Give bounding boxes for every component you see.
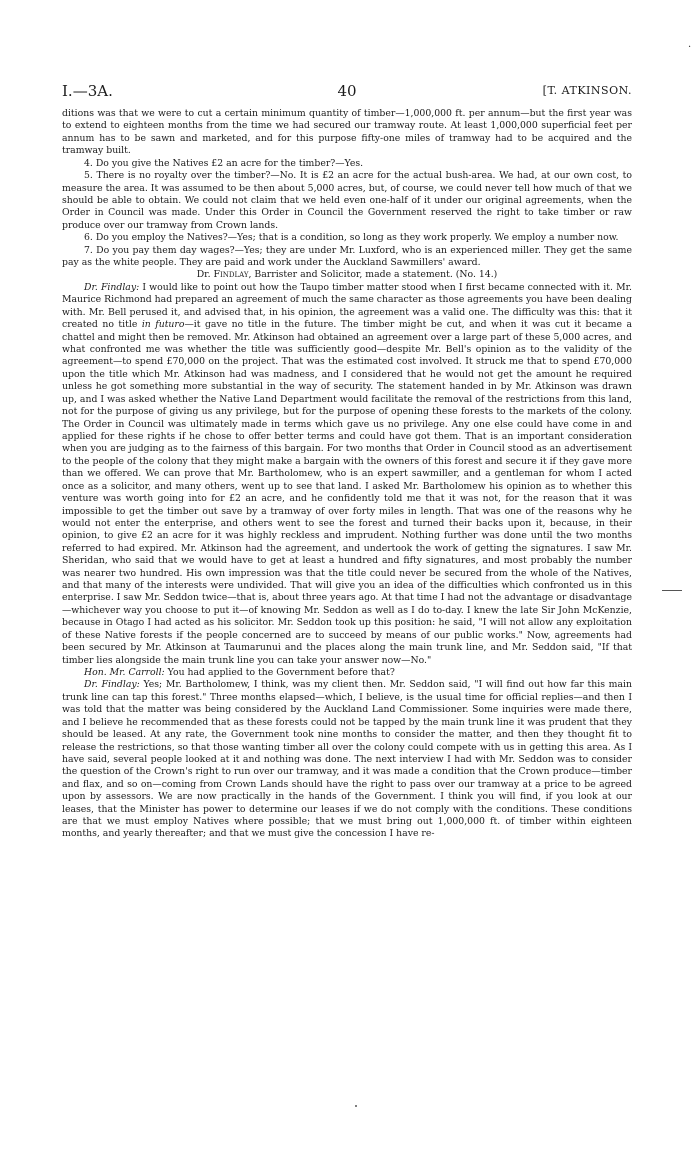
statement-text: I would like to point out how the Taupo timber matter stood when I first became connected with it. Mr. Maurice Richmond had prepared an agreement of much the same character as those agreements you have been dealing with. Mr. Bell perused it, and advised that, in his opinion, the agreement was a valid one. The difficulty was this: that it created no title bbox=[62, 281, 632, 331]
speaker-label: Dr. Findlay: bbox=[84, 679, 140, 691]
statement-paragraph bbox=[62, 667, 632, 679]
section-heading bbox=[62, 269, 632, 281]
heading-name: Findlay bbox=[213, 269, 249, 281]
statement-paragraph bbox=[62, 282, 632, 667]
page-edge-mark: · bbox=[688, 42, 692, 53]
statement-text: You had applied to the Government before that? bbox=[164, 666, 395, 678]
speaker-label: Hon. Mr. Carroll: bbox=[84, 666, 165, 678]
latin-phrase: in futuro bbox=[141, 319, 185, 331]
footer-dot bbox=[355, 1105, 357, 1107]
page-header bbox=[62, 82, 632, 102]
question-paragraph: 6. Do you employ the Natives?—Yes; that is a condition, so long as they work properly. We employ a number now. bbox=[84, 232, 619, 244]
question-paragraph: 7. Do you pay them day wages?—Yes; they are under Mr. Luxford, who is an experienced miller. They get the same pay as the white people. They are paid and work under the Auckland Sawmillers' award. bbox=[62, 244, 632, 269]
page-number: 40 bbox=[337, 82, 357, 100]
heading-prefix: Dr. bbox=[196, 269, 211, 281]
statement-paragraph bbox=[62, 679, 632, 840]
witness-name: [T. ATKINSON. bbox=[542, 84, 632, 97]
speaker-label: Dr. Findlay: bbox=[84, 281, 140, 293]
document-reference: I.—3A. bbox=[62, 82, 113, 100]
statement-text: Yes; Mr. Bartholomew, I think, was my client then. Mr. Seddon said, "I will find out how far this main trunk line can tap this forest." Three months elapsed—which, I believe, is the usual time for official replies—and then I was told that the matter was being considered by the Auckland Land Commissioner. Some inquiries were made there, and I believe he recommended that as these forests could not be tapped by the main trunk line it was prudent that they should be leased. At any rate, the Government took nine months to consider the matter, and then they thought fit to release the restrictions, so that those wanting timber all over the colony could compete with us in getting this area. As I have said, several people looked at it and nothing was done. The next interview I had with Mr. Seddon was to consider the question of the Crown's right to run over our tramway, and it was made a condition that the Crown produce—timber and flax, and so on—coming from Crown Lands should have the right to pass over our tramway at a price to be agreed upon by assessors. We are now practically in the hands of the Government. I think you will find, if you look at our leases, that the Minister has power to determine our leases if we do not comply with the conditions. These conditions are that we must employ Natives where possible; that we must bring out 1,000,000 ft. of timber within eighteen months, and yearly thereafter; and that we must give the concession I have re- bbox=[62, 679, 632, 840]
question-paragraph: 5. There is no royalty over the timber?—No. It is £2 an acre for the actual bush-area. We had, at our own cost, to measure the area. It was assumed to be then about 5,000 acres, but, of course, we could never tell how much of that we should be able to obtain. We could not claim that we held even one-half of it under our original agreements, when the Order in Council was made. Under this Order in Council the Government reserved the right to take timber or raw produce over our tramway from Crown lands. bbox=[62, 170, 632, 231]
page-body bbox=[62, 108, 632, 841]
question-paragraph: 4. Do you give the Natives £2 an acre for the timber?—Yes. bbox=[84, 157, 364, 169]
paragraph: ditions was that we were to cut a certain minimum quantity of timber—1,000,000 ft. per annum—but the first year was to extend to eighteen months from the time we had secured our tramway route. At least 1,000,000 superficial feet per annum has to be sawn and marketed, and for this purpose fifty-one miles of tramway had to be acquired and the tramway built. bbox=[62, 108, 632, 157]
heading-rest: , Barrister and Solicitor, made a statement. (No. 14.) bbox=[248, 269, 498, 281]
statement-text: —it gave no title in the future. The timber might be cut, and when it was cut it became a chattel and might then be removed. Mr. Atkinson had obtained an agreement over a large part of these 5,000 acres, and what confronted me was whether the title was sufficiently good—despite Mr. Bell's opinion as to the validity of the agreement—to spend £70,000 on the project. That was the estimated cost involved. It struck me that to spend £70,000 upon the title which Mr. Atkinson had was madness, and I considered that he would not get the amount he required unless he got something more substantial in the way of security. The statement handed in by Mr. Atkinson was drawn up, and I was asked whether the Native Land Department would facilitate the removal of the restrictions from this land, not for the purpose of giving us any privilege, but for the purpose of opening these forests to the markets of the colony. The Order in Council was ultimately made in terms which gave us no privilege. Any one else could have come in and applied for these rights if he chose to offer better terms and could have got them. That is an important consideration when you are judging as to the fairness of this bargain. For two months that Order in Council stood as an advertisement to the people of the colony that they might make a bargain with the owners of this forest and secure it if they gave more than we offered. We can prove that Mr. Bartholomew, who is an expert sawmiller, and a gentleman for whom I acted once as a solicitor, and many others, went up to see that land. I asked Mr. Bartholomew his opinion as to whether this venture was worth going into for £2 an acre, and he confidently told me that it was not, for the reason that it was impossible to get the timber out save by a tramway of over forty miles in length. That was one of the reasons why he would not enter the enterprise, and others went to see the forest and turned their backs upon it, because, in their opinion, to give £2 an acre for it was highly reckless and imprudent. Nothing further was done until the two months referred to had expired. Mr. Atkinson had the agreement, and undertook the work of getting the signatures. I saw Mr. Sheridan, who said that we would have to get at least a hundred and fifty signatures, and most probably the number was nearer two hundred. His own impression was that the title could never be secured from the whole of the Natives, and that many of the interests were undivided. That will give you an idea of the difficulties which confronted us in this enterprise. I saw Mr. Seddon twice—that is, about three years ago. At that time I had not the advantage or disadvantage—whichever way you choose to put it—of knowing Mr. Seddon as well as I do to-day. I knew the late Sir John McKenzie, because in Otago I had acted as his solicitor. Mr. Seddon took up this position: he said, "I will not allow any exploitation of these Native forests if the people concerned are to succeed by means of our public works." Now, agreements had been secured by Mr. Atkinson at Taumarunui and the places along the main trunk line, and Mr. Seddon said, "If that timber lies alongside the main trunk line you can take your answer now—No." bbox=[62, 319, 632, 666]
margin-rule bbox=[662, 590, 682, 591]
